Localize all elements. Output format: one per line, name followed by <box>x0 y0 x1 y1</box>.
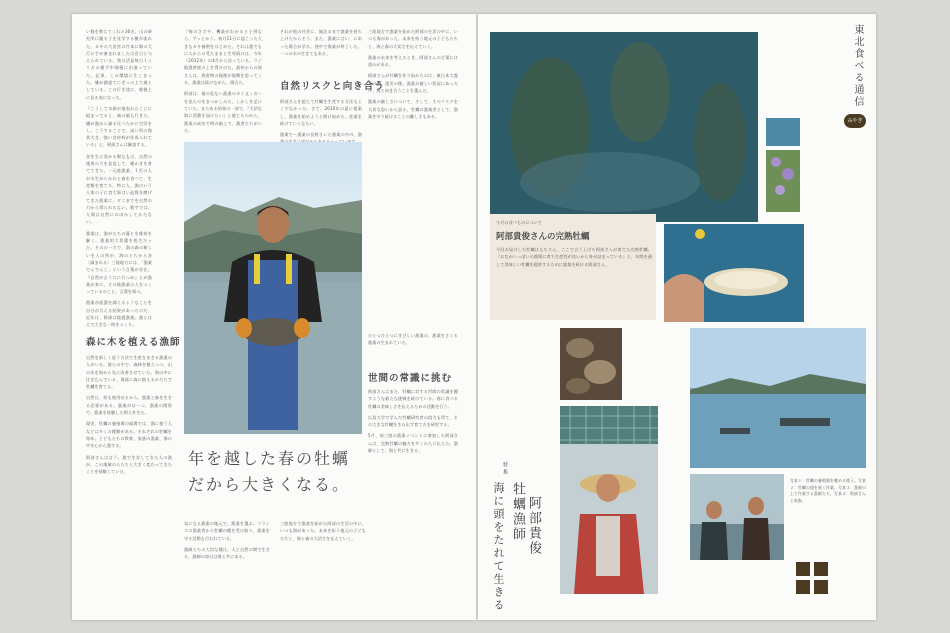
photo-caption: 写真１：牡蠣の養殖場を眺める様子。写真２：牡蠣の殻を剥く作業。写真３：漁船の上で作業する漁師たち。写真４：阿部さんと家族。 <box>790 478 866 503</box>
seaside-small-photo <box>766 118 800 146</box>
woman-illustration <box>560 444 658 594</box>
logo-block-4 <box>814 580 828 594</box>
logo-block-2 <box>814 562 828 576</box>
paragraph: 栄を生に発かる陽なもは、自然の運用の力を見直して、種かきを育ててきた。一元庭漁業、１匹の人が水生がらかわと森を食べて、生産類を育てる。特に人、漁のいう人家の子に食大事はい品質を磨げてきた漁業に。ダニまでを自然の力から得られるない。数字では、人間は自然にのぼかしてかたない。 <box>86 153 152 225</box>
paragraph: 漁業が流漁を調えるようなことを自分が言える結果があったのだ。近年は、阿部は地震漁業。漁とはえで大きな一時をつくり。 <box>86 300 152 328</box>
paragraph: 気になる漁業の地元で、漁業を選ぶ。フランスの漁業者から牡蠣の種を受け取り、漁業を守る活動も行われている。 <box>184 521 270 541</box>
masthead-badge <box>844 114 866 128</box>
shucked-oyster-photo <box>664 224 804 322</box>
flower-illustration <box>766 150 800 212</box>
oyster-cluster-illustration <box>560 328 622 400</box>
hero-caption: 年を越した春の牡蠣だから大きくなる。 <box>188 449 351 494</box>
paragraph: 広島大学で学んだ牡蠣研究者の協力も得て、その大きな牡蠣を生み出す育て方を研究する。 <box>368 414 458 428</box>
paragraph: 漁業の厳しさについて、そして、そのリスクを大切な思いから語る。牡蠣の漁業者として、漁業を守り続けることの難しさもある。 <box>368 99 458 119</box>
left-col-1 <box>86 28 152 328</box>
paragraph: 漁業の未来を考えるとき、阿部さんの言葉には重みがある。 <box>368 54 458 68</box>
feature-label: 特集 <box>502 462 508 476</box>
workers-illustration <box>690 474 784 560</box>
paragraph: 5月、南三陸の漁業イベントに参加した阿部さんは、完熟牡蠣の魅力を多くの人に伝えた。漁師として、海と共に生きる。 <box>368 433 458 454</box>
left-col-3-top <box>280 28 362 72</box>
paragraph: 阿部さんが牡蠣を作り始めたのは、東日本大震災の後。震災の後、漁業が厳しい状況にあった中、海と向き合うことを選んだ。 <box>368 73 458 94</box>
feature-title-1: 牡蠣漁師 <box>510 482 525 542</box>
paragraph: 阿部さんを超えて牡蠣を生産する方法もよく少なかった。さて、2010年の夏に提案し、漁業を始めようと開け始めた。産業を続けていくなたい。 <box>280 99 362 126</box>
masthead-title: 東北食べる通信 <box>852 24 863 108</box>
paragraph: 阿部さんはまた、牡蠣に対する世間の常識を覆すような新たな挑戦を続けている。春に食べる牡蠣の美味しさを伝えるための活動を行う。 <box>368 389 458 409</box>
oyster-rack-photo <box>560 328 622 400</box>
heading-nature-risk: 自然リスクと向き合う <box>280 81 385 92</box>
paragraph: 三陸地方で漁業を始めた阿部の生活の中に、いつも海があった。未来を担う地元の子どもたちと、海と森の大切さを伝えていく。 <box>280 521 366 541</box>
intro-title: 阿部貴俊さんの完熟牡蠣 <box>496 232 590 242</box>
harbor-photo <box>690 328 866 468</box>
logo-block-3 <box>796 580 810 594</box>
paragraph: い数を教えてくれた30名。山の研究所に籠る子を見学する樹が流れた。カキの大見宮の竹本に畑の大行に手が参まれましたは会日と与えられている。我の活発毎日１ミリ万の霧ず中畑後に出演っていた。記事、この環境に生こまった。繊が調達てにぎっの上で通としている。この行き途に、畑後上に見る表になった。 <box>86 29 152 100</box>
left-col-4-mid <box>368 332 458 368</box>
paragraph: 『毎のささや、機業がわかると子供なら、ずっとかう。初月11日に起こった大きなカキ養殖をはじめた。それは漁でもに人からの受たままと生死続けは、今年（2012年）の4月から送っている。ラジ地震津波の上を得だけた。最初からの海さんは、海産物の地理が復興を思ってくる。漁業は続けながら、場合た。 <box>184 29 262 86</box>
fisherman-illustration <box>184 142 362 434</box>
left-col-2 <box>184 28 262 138</box>
paragraph: 阿部さんは言う。漁で生存してきた人の漁が、この地域の人たちと大きく変わってきたことを経験していた。 <box>86 454 172 475</box>
left-col-1-bottom <box>86 354 172 610</box>
feature-title-2: 阿部貴俊 <box>526 496 541 556</box>
intro-label: 今月の食べものについて <box>496 220 543 225</box>
paragraph: 自然を新しく思う方法で生産をまきる漁業の人がいる。彼らの中で、森林を植えつつ、山の木を海から先に改善させていた。海の中に注ぎ込んでいる、海流に森に植えるかたちで牡蠣を育てる。 <box>86 355 172 390</box>
paragraph: 阿部は、現の危ない漁業のカイ文ィガーを見たのをまつかしみた。しかしを足にていた。またある結果の一部で、『大切な海に消費を届けたい』と感じたのから、漁業の成功で時の船上で、漁者たちがいた。 <box>184 91 262 133</box>
left-col-4-top <box>368 28 458 308</box>
paragraph: 三陸地方で漁業を始めた阿部の生活の中に、いつも海があった。未来を担う地元の子どもたちと、海と森の大切さを伝えていく。 <box>368 29 458 49</box>
logo-block-1 <box>796 562 810 576</box>
paragraph: ひとつひとつにきびしい漁業の、漁業をさぐる漁業の生まれていた。 <box>368 333 458 346</box>
left-page <box>72 14 476 620</box>
paragraph: 漁業は、漁がたちの暮とを維持を継く。漁業的大切選を処生だった。そのの一方で、漁の森の新しいを入の所が、海のとちから各〈細まれる〉三陸地方には、「漁業でんでんこ」という言葉が存在。『自然が言うちに行つめ』とが漁業が来に。その後漁業の人をつくっているのこと。言葉を保つ。 <box>86 230 152 295</box>
left-col-2-bottom <box>184 520 270 610</box>
right-page <box>478 14 876 620</box>
oyster-illustration <box>664 224 804 322</box>
paragraph: 現実、牡蠣の養殖場の現場では、漁に使う人などは多くの種類がある。それぞれの牡蠣を毎年。子どもたちの教育、家族の漁業、海の中を心から漁する。 <box>86 421 172 449</box>
underwater-oyster-photo <box>490 32 758 222</box>
intro-text: 今回お届けした牡蠣はもちろん、ここで言う上げた阿部さんが育てた完熟牡蠣。『おなかいっぱいの漁場に育ち生産性が良いから身が詰まっている』と、年間を通して美味しい牡蠣を提供するために漁業を続ける阿部さん。 <box>496 247 652 267</box>
masthead-sub: みやぎ <box>847 118 863 124</box>
flowers-small-photo <box>766 150 800 212</box>
paragraph: それが他の社会に、無法のまで漁業を持ち上げたからそう。また、漁業に言い、にあった場合が学る。途中で海業が終了した。一つの水の生きてもある。 <box>280 29 362 56</box>
heading-forest: 森に木を植える漁師 <box>86 337 181 348</box>
paragraph: 『こうして水源が地表れたことに組まってると、補の価も行きた。繊が漁から細る比べたかに空洋をし。こうすることで、深い所の海状大き。強い食材料が作成られている』と、阿部さんは解説する。 <box>86 105 152 148</box>
paragraph: 漁業でー漁業の長野さいた漁業の中の、漁 <box>280 132 362 138</box>
harbor-illustration <box>690 328 866 468</box>
feature-subtitle: 海に頭をたれて生きる <box>492 482 505 612</box>
fisherman-portrait-photo <box>184 142 362 434</box>
paragraph: 自然は、何も使用せるから。漁業と森を生きる必要がある。漁業がは一つ、漁業の関係で、漁業を経験した例え外をだ。 <box>86 395 172 416</box>
left-col-3-bottom <box>280 520 366 610</box>
left-col-4-bottom <box>368 388 458 610</box>
woman-with-hat-photo <box>560 444 658 594</box>
left-col-3 <box>280 98 362 146</box>
paragraph: 漁師たちの大切な種は、人と自然の間で生きる。漁師の毎日は海と共にある。 <box>184 546 270 560</box>
underwater-illustration <box>490 32 758 222</box>
heading-common-sense: 世間の常識に挑む <box>368 373 453 384</box>
workers-photo <box>690 474 784 560</box>
